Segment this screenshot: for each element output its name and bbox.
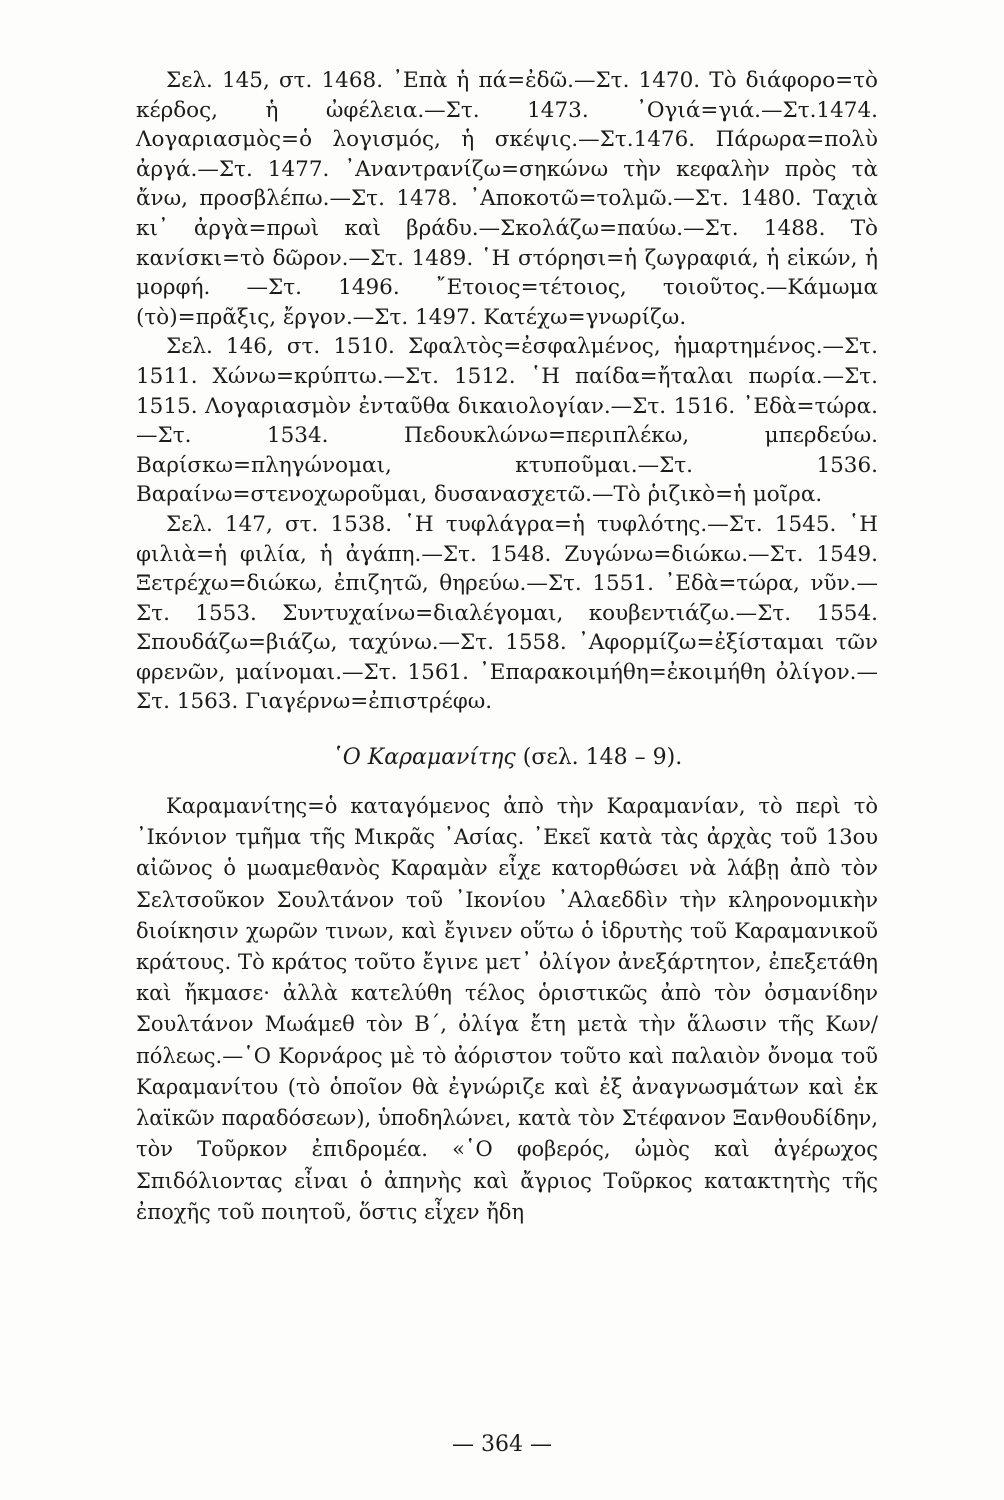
commentary-paragraph: Καραμανίτης=ὁ καταγόμενος ἀπὸ τὴν Καραμανίαν, τὸ περὶ τὸ ᾿Ικόνιον τμῆμα τῆς Μικρᾶς ᾿Ασίας. ᾿Εκεῖ κατὰ τὰς ἀρχὰς τοῦ 13ου αἰῶνος ὁ μωαμεθανὸς Καραμὰν εἶχε κατορθώσει νὰ λάβῃ ἀπὸ τὸν Σελτσοῦκον Σουλτάνον τοῦ ᾿Ικονίου ᾿Αλαεδδὶν τὴν κληρονομικὴν διοίκησιν χωρῶν τινων, καὶ ἔγινεν οὕτω ὁ ἱδρυτὴς τοῦ Καραμανικοῦ κράτους. Τὸ κράτος τοῦτο ἔγινε μετ᾿ ὀλίγον ἀνεξάρτητον, ἐπεξετάθη καὶ ἤκμασε· ἀλλὰ κατελύθη τέλος ὁριστικῶς ἀπὸ τὸν ὀσμανίδην Σουλτάνον Μωάμεθ τὸν Β΄, ὀλίγα ἔτη μετὰ τὴν ἅλωσιν τῆς Κων/πόλεως.—῾Ο Κορνάρος μὲ τὸ ἀόριστον τοῦτο καὶ παλαιὸν ὄνομα τοῦ Καραμανίτου (τὸ ὁποῖον θὰ ἐγνώριζε καὶ ἐξ ἀναγνωσμάτων καὶ ἐκ λαϊκῶν παραδόσεων), ὑποδηλώνει, κατὰ τὸν Στέφανον Ξανθουδίδην, τὸν Τοῦρκον ἐπιδρομέα. «῾Ο φοβερός, ὠμὸς καὶ ἀγέρωχος Σπιδόλιοντας εἶναι ὁ ἀπηνὴς καὶ ἄγριος Τοῦρκος κατακτητὴς τῆς ἐποχῆς τοῦ ποιητοῦ, ὅστις εἶχεν ἤδη	[136, 794, 878, 1224]
notes-paragraph-page-146: Σελ. 146, στ. 1510. Σφαλτὸς=ἐσφαλμένος, ἡμαρτημένος.—Στ. 1511. Χώνω=κρύπτω.—Στ. 1512. ῾Η παίδα=ἤταλαι πωρία.—Στ. 1515. Λογαριασμὸν ἐνταῦθα δικαιολογίαν.—Στ. 1516. ᾿Εδὰ=τώρα.—Στ. 1534. Πεδουκλώνω=περιπλέκω, μπερδεύω. Βαρίσκω=πληγώνομαι, κτυποῦμαι.—Στ. 1536. Βαραίνω=στενοχωροῦμαι, δυσανασχετῶ.—Τὸ ῥιζικὸ=ἡ μοῖρα.	[136, 334, 878, 508]
section-heading	[136, 743, 878, 773]
notes-paragraph-page-147: Σελ. 147, στ. 1538. ῾Η τυφλάγρα=ἡ τυφλότης.—Στ. 1545. ῾Η φιλιὰ=ἡ φιλία, ἡ ἀγάπη.—Στ. 1548. Ζυγώνω=διώκω.—Στ. 1549. Ξετρέχω=διώκω, ἐπιζητῶ, θηρεύω.—Στ. 1551. ᾿Εδὰ=τώρα, νῦν.—Στ. 1553. Συντυχαίνω=διαλέγομαι, κουβεντιάζω.—Στ. 1554. Σπουδάζω=βιάζω, ταχύνω.—Στ. 1558. ᾿Αφορμίζω=ἐξίσταμαι τῶν φρενῶν, μαίνομαι.—Στ. 1561. ᾿Επαρακοιμήθη=ἐκοιμήθη ὀλίγον.—Στ. 1563. Γιαγέρνω=ἐπιστρέφω.	[136, 511, 878, 715]
section-page-reference: (σελ. 148 – 9).	[522, 745, 683, 771]
notes-paragraph-page-145: Σελ. 145, στ. 1468. ᾿Επὰ ἡ πά=ἐδῶ.—Στ. 1470. Τὸ διάφορο=τὸ κέρδος, ἡ ὠφέλεια.—Στ. 1473. ᾿Ογιά=γιά.—Στ.1474. Λογαριασμὸς=ὁ λογισμός, ἡ σκέψις.—Στ.1476. Πάρωρα=πολὺ ἀργά.—Στ. 1477. ᾿Αναντρανίζω=σηκώνω τὴν κεφαλὴν πρὸς τὰ ἄνω, προσβλέπω.—Στ. 1478. ᾿Αποκοτῶ=τολμῶ.—Στ. 1480. Ταχιὰ κι᾿ ἀργὰ=πρωὶ καὶ βράδυ.—Σκολάζω=παύω.—Στ. 1488. Τὸ κανίσκι=τὸ δῶρον.—Στ. 1489. ῾Η στόρησι=ἡ ζωγραφιά, ἡ εἰκών, ἡ μορφή. —Στ. 1496. ῎Ετοιος=τέτοιος, τοιοῦτος.—Κάμωμα (τὸ)=πρᾶξις, ἔργον.—Στ. 1497. Κατέχω=γνωρίζω.	[136, 68, 878, 330]
page-number: — 364 —	[452, 1432, 552, 1457]
page-content	[136, 66, 878, 1228]
section-title: ῾Ο Καραμανίτης	[331, 745, 516, 771]
